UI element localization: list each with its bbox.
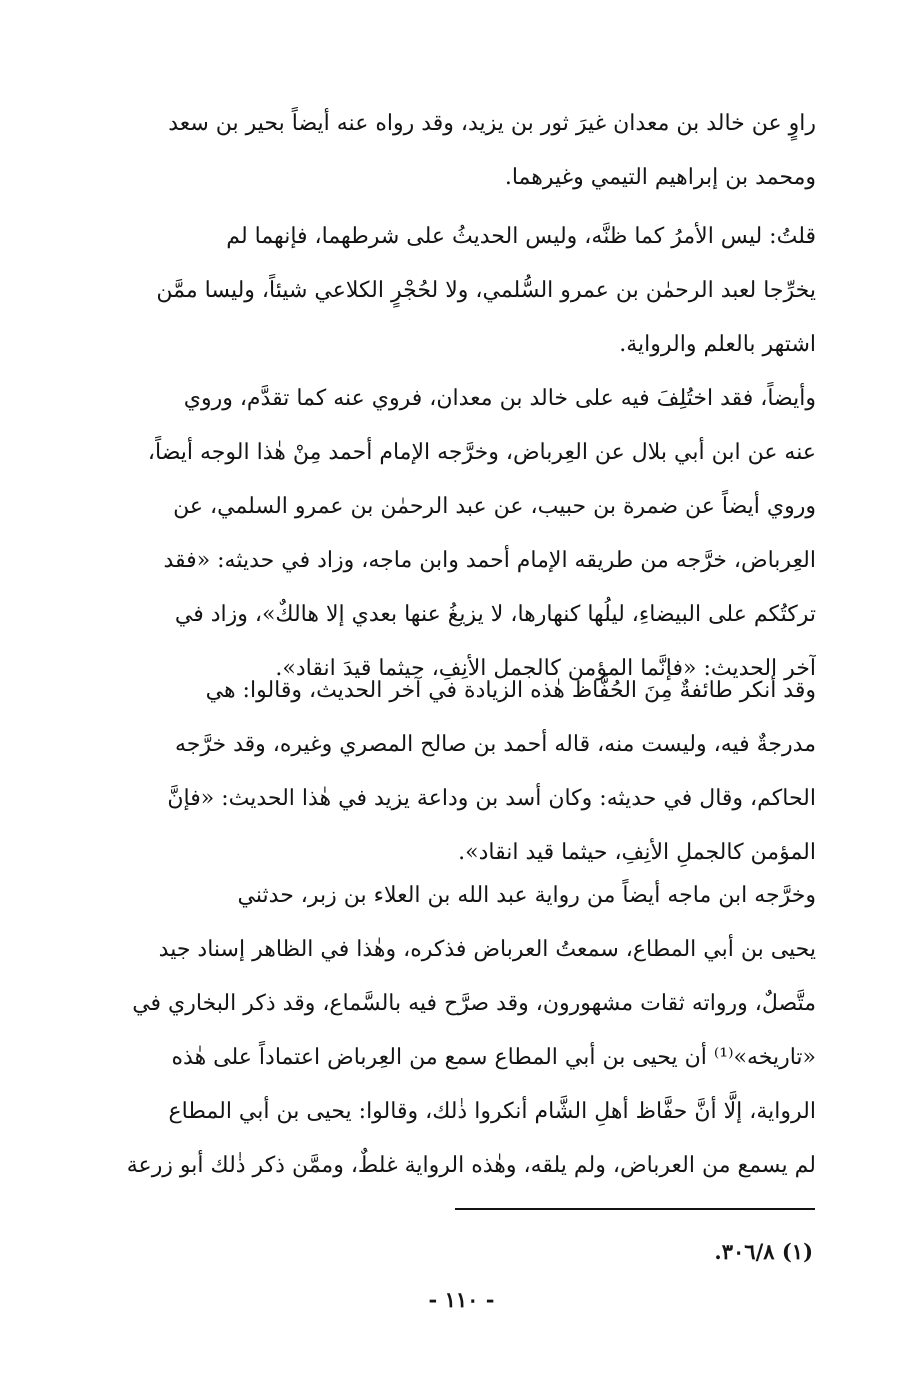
text-line: متَّصلٌ، ورواته ثقات مشهورون، وقد صرَّح فيه بالسَّماع، وقد ذكر البخاري في [132, 991, 816, 1016]
paragraph-3 [92, 372, 816, 696]
text-line: وأيضاً، فقد اختُلِفَ فيه على خالد بن معدان، فروي عنه كما تقدَّم، وروي [183, 386, 816, 411]
text-line: الحاكم، وقال في حديثه: وكان أسد بن وداعة يزيد في هٰذا الحديث: «فإنَّ [167, 786, 816, 811]
text-line: ومحمد بن إبراهيم التيمي وغيرهما. [504, 165, 816, 190]
paragraph-2 [92, 210, 816, 372]
text-line: يخرِّجا لعبد الرحمٰن بن عمرو السُّلمي، ولا لحُجْرٍ الكلاعي شيئاً، وليسا ممَّن [156, 278, 816, 303]
text-line: وخرَّجه ابن ماجه أيضاً من رواية عبد الله بن العلاء بن زبر، حدثني [237, 883, 816, 908]
text-line: المؤمن كالجملِ الأنِفِ، حيثما قيد انقاد». [458, 840, 816, 865]
text-line: «تاريخه»⁽¹⁾ أن يحيى بن أبي المطاع سمع من العِرباض اعتماداً على هٰذه [171, 1045, 816, 1070]
text-line: وقد أنكر طائفةٌ مِنَ الحُفَّاظ هٰذه الزيادة في آخر الحديث، وقالوا: هي [205, 678, 816, 703]
text-line: لم يسمع من العرباض، ولم يلقه، وهٰذه الرواية غلطٌ، وممَّن ذكر ذٰلك أبو زرعة [126, 1153, 816, 1178]
page-number: - ١١٠ - [428, 1287, 495, 1312]
text-line: وروي أيضاً عن ضمرة بن حبيب، عن عبد الرحمٰن بن عمرو السلمي، عن [173, 494, 816, 519]
paragraph-1 [92, 97, 816, 205]
paragraph-5 [92, 869, 816, 1193]
footnote: (١) ٣٠٦/٨. [714, 1239, 813, 1264]
text-line: مدرجةٌ فيه، وليست منه، قاله أحمد بن صالح المصري وغيره، وقد خرَّجه [174, 732, 816, 757]
footnote-divider [455, 1208, 815, 1210]
text-line: الرواية، إلَّا أنَّ حفَّاظ أهلِ الشَّام أنكروا ذٰلك، وقالوا: يحيى بن أبي المطاع [168, 1099, 816, 1124]
text-line: آخر الحديث: «فإنَّما المؤمن كالجمل الأنِفِ، حيثما قيدَ انقاد». [275, 656, 816, 681]
text-line: عنه عن ابن أبي بلال عن العِرباض، وخرَّجه الإمام أحمد مِنْ هٰذا الوجه أيضاً، [147, 440, 816, 465]
paragraph-4 [92, 664, 816, 880]
text-line: قلتُ: ليس الأمرُ كما ظنَّه، وليس الحديثُ على شرطهما، فإنهما لم [226, 224, 816, 249]
text-line: راوٍ عن خالد بن معدان غيرَ ثور بن يزيد، وقد رواه عنه أيضاً بحير بن سعد [168, 111, 816, 136]
text-line: اشتهر بالعلم والرواية. [619, 332, 816, 357]
text-line: يحيى بن أبي المطاع، سمعتُ العرباض فذكره، وهٰذا في الظاهر إسناد جيد [158, 937, 816, 962]
text-line: العِرباض، خرَّجه من طريقه الإمام أحمد وابن ماجه، وزاد في حديثه: «فقد [163, 548, 816, 573]
text-line: تركتُكم على البيضاءِ، ليلُها كنهارها، لا يزيغُ عنها بعدي إلا هالكٌ»، وزاد في [174, 602, 816, 627]
